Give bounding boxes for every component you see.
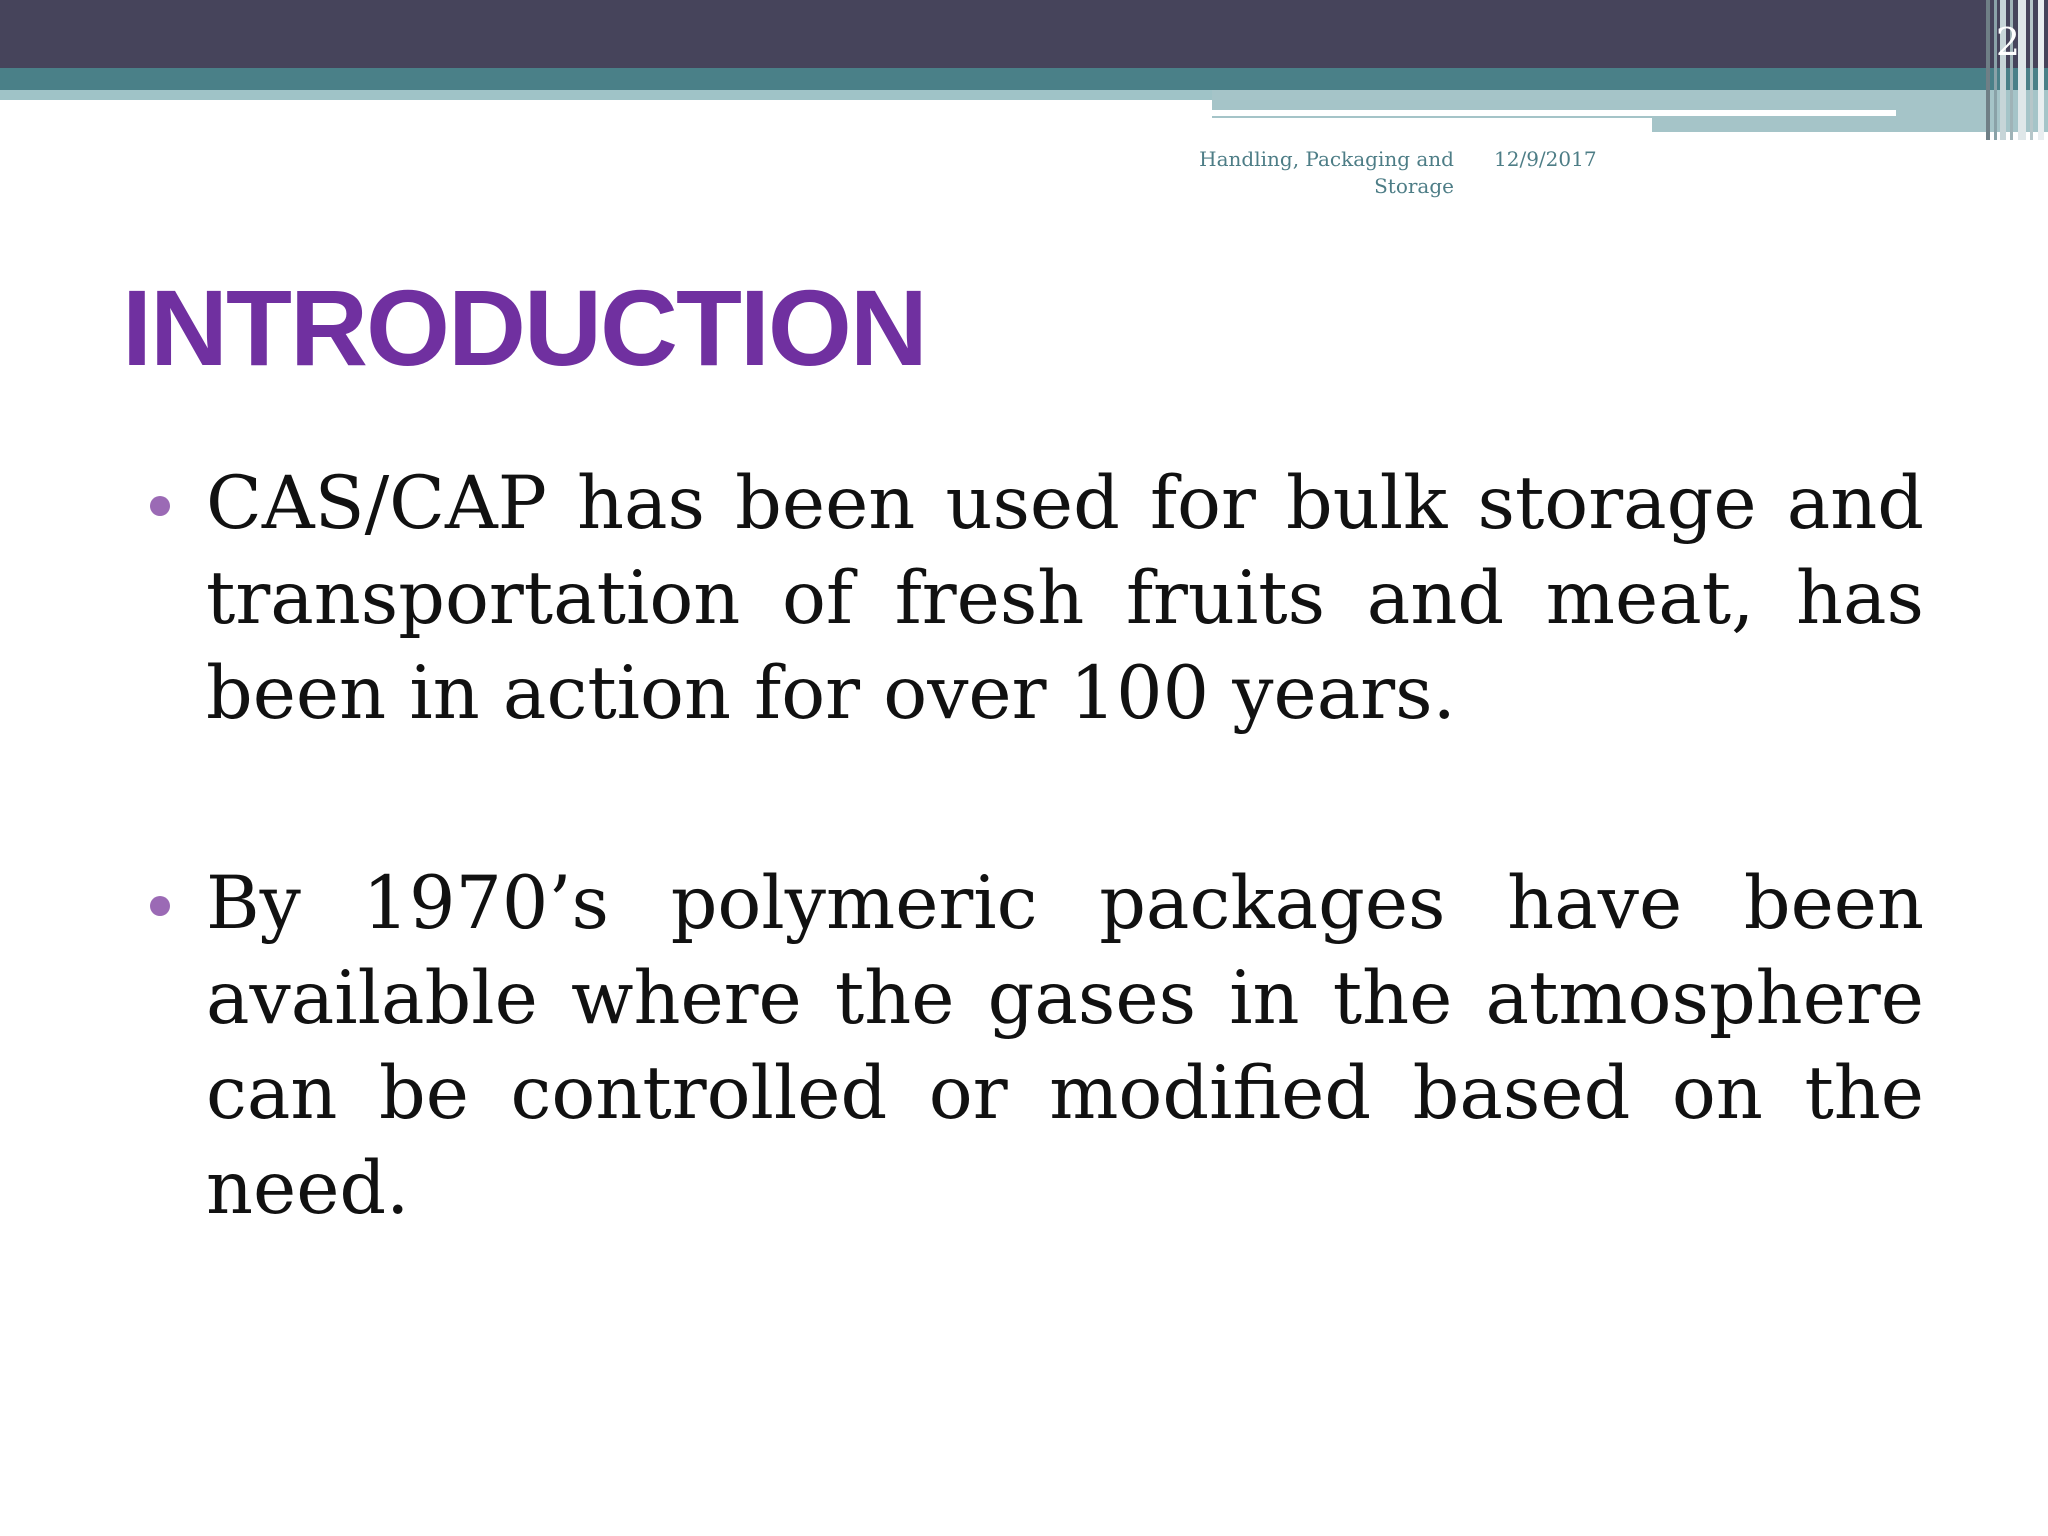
header-stripe: [1986, 0, 1990, 140]
bullet-text: By 1970’s polymeric packages have been available where the gases in the atmosphere can be controlled or modified based on the need.: [206, 861, 1924, 1231]
header-band-teal: [0, 68, 2048, 90]
header-stripe: [2030, 0, 2033, 140]
slide-title: INTRODUCTION: [122, 267, 926, 388]
bullet-dot-icon: [150, 496, 170, 516]
page-number: 2: [1995, 20, 2020, 64]
bullet-item: [150, 456, 1924, 741]
header-white-notch: [1212, 118, 1652, 132]
bullet-text: CAS/CAP has been used for bulk storage and transportation of fresh fruits and meat, has been in action for over 100 years.: [206, 461, 1924, 736]
bullet-dot-icon: [150, 896, 170, 916]
footer-date: 12/9/2017: [1494, 147, 1597, 171]
bullet-list: [150, 456, 1924, 1236]
bullet-item: [150, 856, 1924, 1236]
header-white-line: [1212, 110, 1896, 116]
header-stripe: [2038, 0, 2044, 140]
header-band-light-left: [0, 90, 1212, 100]
footer-title: Handling, Packaging and Storage: [1199, 147, 1454, 198]
header-band-dark: [0, 0, 2048, 68]
